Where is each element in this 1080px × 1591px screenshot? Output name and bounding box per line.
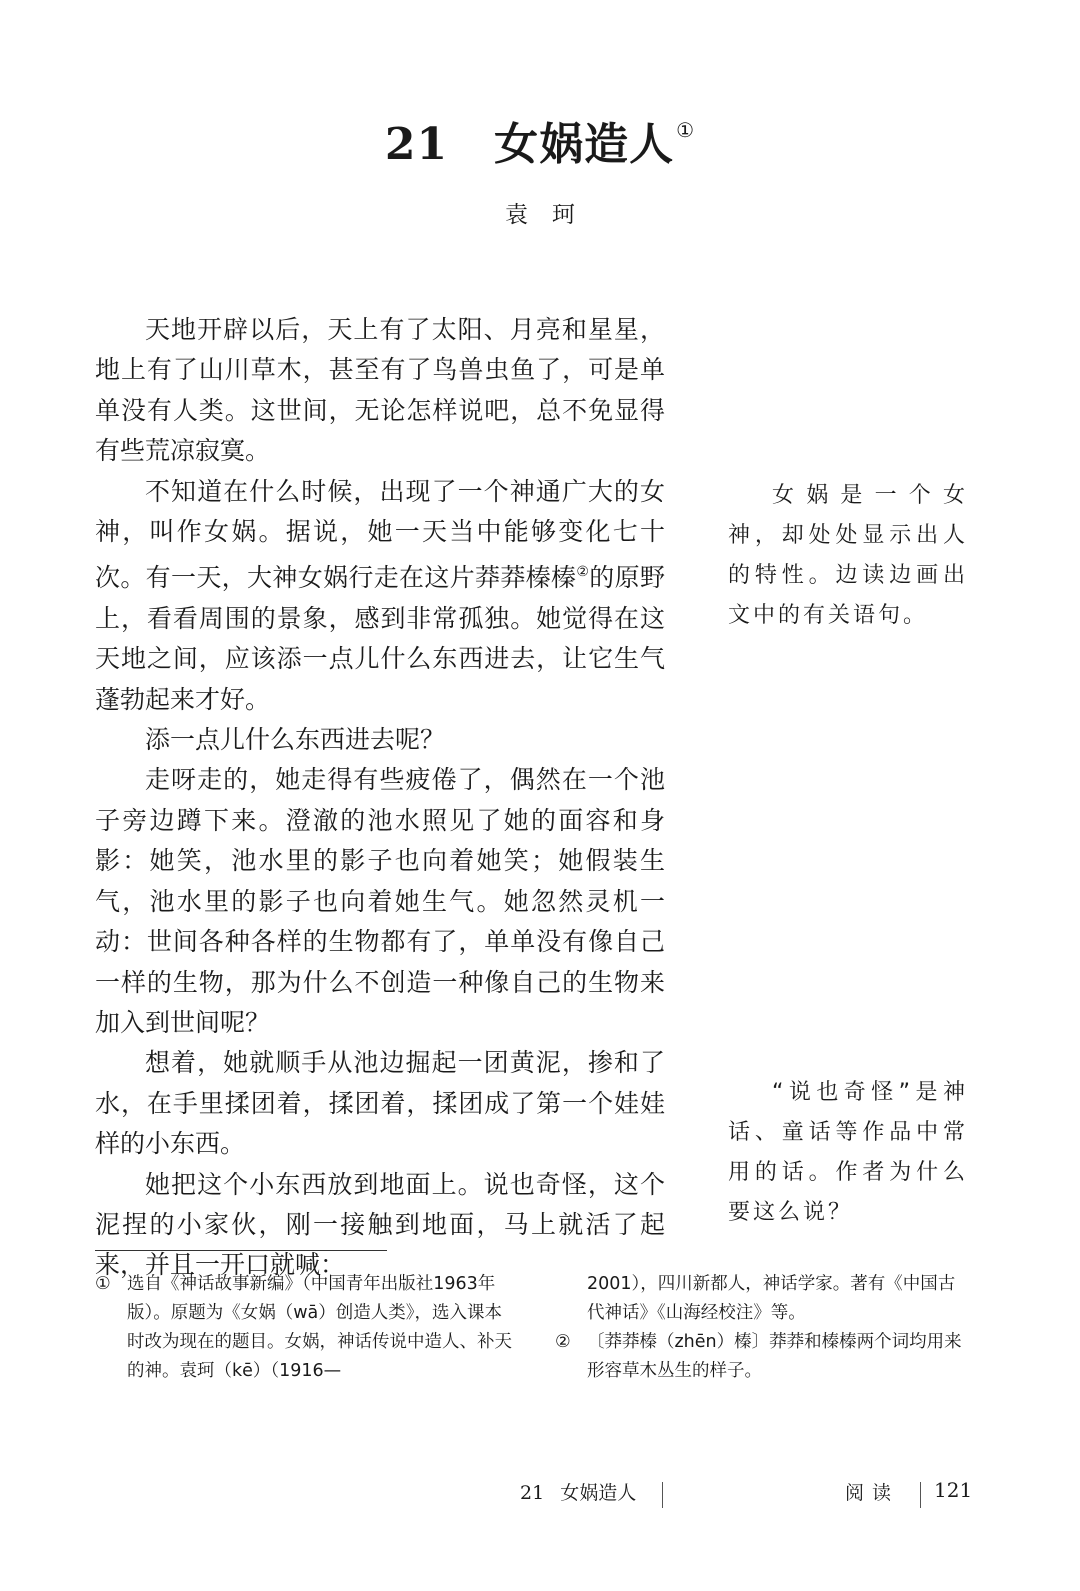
paragraph: 添一点儿什么东西进去呢？ <box>145 725 446 755</box>
title-footnote-mark: ① <box>676 118 696 142</box>
footnote-2-text: 〔莽莽榛（zhēn）榛〕莽莽和榛榛两个词均用来形容草木丛生的样子。 <box>587 1332 962 1381</box>
footnote-divider <box>95 1250 387 1251</box>
side-note-2 <box>728 1073 968 1233</box>
footnote-1-text: 选自《神话故事新编》（中国青年出版社1963年版）。原题为《女娲（wā）创造人类》，选入课本时改为现在的题目。女娲，神话传说中造人、补天的神。袁珂（kē）（1916— <box>127 1274 512 1381</box>
footer-section-name: 阅读 <box>845 1482 900 1504</box>
paragraph: 她把这个小东西放到地面上。说也奇怪，这个泥捏的小家伙，刚一接触到地面，马上就活了起来，并且一开口就喊： <box>95 1169 665 1280</box>
paragraph: 天地开辟以后，天上有了太阳、月亮和星星，地上有了山川草木，甚至有了鸟兽虫鱼了，可是单单没有人类。这世间，无论怎样说吧，总不免显得有些荒凉寂寞。 <box>95 315 665 466</box>
footnotes-right-column <box>555 1270 970 1388</box>
footnote-1-mark: ① <box>95 1274 111 1294</box>
lesson-title <box>0 108 1080 172</box>
author-name: 袁珂 <box>505 202 599 228</box>
footnote-2-mark: ② <box>555 1332 571 1352</box>
footnotes-left-column <box>95 1270 515 1388</box>
lesson-number: 21 <box>384 119 449 170</box>
paragraph-part: 的原野上，看看周围的景象，感到非常孤独。她觉得在这天地之间，应该添一点儿什么东西进去，让它生气蓬勃起来才好。 <box>95 563 665 714</box>
paragraph-part: 不知道在什么时候，出现了一个神通广大的女神，叫作女娲。据说，她一天当中能够变化七十次。有一天，大神女娲行走在这片莽莽榛榛 <box>95 476 665 593</box>
footnote-1-continued: 2001），四川新都人，神话学家。著有《中国古代神话》《山海经校注》等。 <box>587 1274 956 1323</box>
lesson-title-text: 女娲造人 <box>494 119 675 170</box>
footnote-1 <box>95 1270 515 1386</box>
side-note-text: “说也奇怪”是神话、童话等作品中常用的话。作者为什么要这么说？ <box>728 1080 968 1225</box>
footer-chapter-number: 21 <box>520 1482 545 1504</box>
running-footer-chapter <box>520 1478 636 1508</box>
footer-divider <box>662 1482 663 1508</box>
footnote-2 <box>555 1328 970 1386</box>
main-text <box>95 310 665 1286</box>
paragraph: 走呀走的，她走得有些疲倦了，偶然在一个池子旁边蹲下来。澄澈的池水照见了她的面容和身影：她笑，池水里的影子也向着她笑；她假装生气，池水里的影子也向着她生气。她忽然灵机一动：世间各种各样的生物都有了，单单没有像自己一样的生物，那为什么不创造一种像自己的生物来加入到世间呢？ <box>95 765 665 1037</box>
footer-chapter-title: 女娲造人 <box>560 1482 637 1504</box>
paragraph <box>95 472 665 720</box>
inline-footnote-mark: ② <box>576 564 590 581</box>
side-note-text: 女娲是一个女神，却处处显示出人的特性。边读边画出文中的有关语句。 <box>728 483 968 628</box>
side-note-1 <box>728 476 968 636</box>
footer-divider <box>920 1482 921 1508</box>
paragraph: 想着，她就顺手从池边掘起一团黄泥，掺和了水，在手里揉团着，揉团着，揉团成了第一个娃娃样的小东西。 <box>95 1048 665 1159</box>
page-number: 121 <box>934 1478 973 1502</box>
